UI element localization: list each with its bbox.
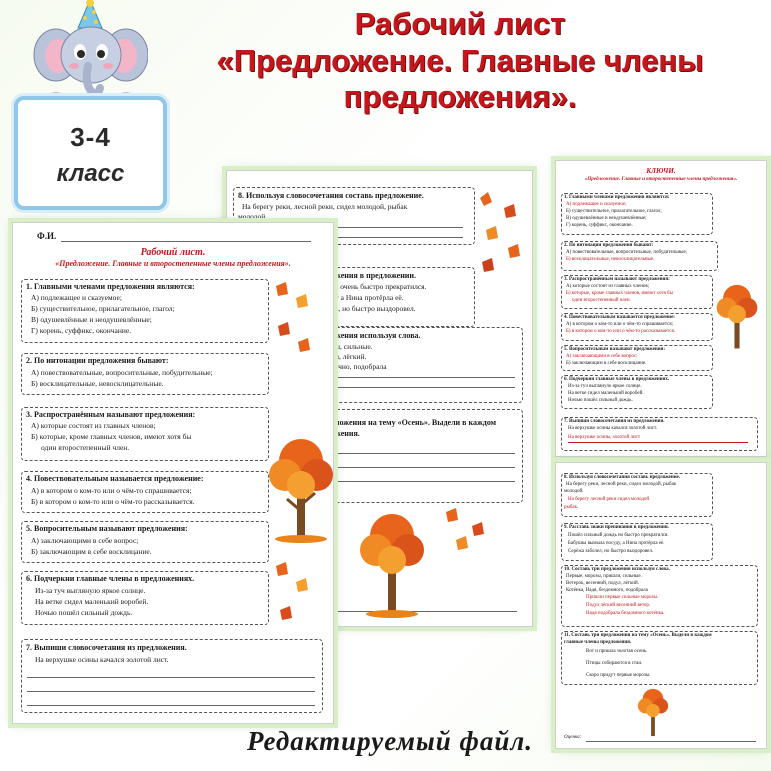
grade-label: класс <box>56 160 125 187</box>
key-q5-a: А) заключающими в себе вопрос; <box>566 354 638 359</box>
key-q10-a3: Надя подобрала бездомного котёнка. <box>586 611 665 616</box>
key-q7-sentence: На верхушке осины качался золотой лист. <box>568 426 658 431</box>
autumn-leaves-icon <box>268 280 318 360</box>
sheet-subheading: «Предложение. Главные и второстепенные члены предложения». <box>55 259 291 268</box>
key-q11-title: 11. Составь три предложения на тему «Осень». Выдели в каждом <box>564 633 712 638</box>
key-q1-d: Г) корень, суффикс, окончание. <box>566 223 633 228</box>
autumn-leaves-icon <box>470 188 530 278</box>
key-q5-b: Б) заключающим в себе восклицание. <box>566 361 647 366</box>
title-line-1: Рабочий лист <box>354 6 566 41</box>
grade-line <box>586 741 756 742</box>
q10-line-2: ы, сильные. <box>335 342 373 351</box>
key-q8-text1: На берегу реки, лесной реки, сидел молодой, рыбак <box>566 482 677 487</box>
q10-line-1: жения используя слова. <box>335 331 421 340</box>
answer-line <box>335 467 515 468</box>
answer-line <box>27 677 315 678</box>
key-q3-b: Б) которые, кроме главных членов, имеют хотя бы <box>566 291 673 296</box>
q6-title: 6. Подчеркни главные члены в предложениях. <box>26 574 195 583</box>
key-q11-a3: Скоро придут первые морозы. <box>586 673 651 678</box>
answer-line <box>335 377 515 378</box>
key-q8-answer1: На берегу лесной реки сидел молодой <box>568 497 650 502</box>
key-q10-w3: Котёнка, Надя, бездомного, подобрала <box>566 588 648 593</box>
page-title <box>160 6 760 116</box>
elephant-mascot-icon <box>18 0 148 110</box>
answer-line <box>568 442 748 443</box>
key-q3-a: А) которые состоят из главных членов; <box>566 284 650 289</box>
q6-sentence-3: Ночью пошёл сильный дождь. <box>35 608 133 617</box>
answer-line <box>335 453 515 454</box>
key-q11-a1: Вот и пришла золотая осень. <box>586 649 648 654</box>
name-line <box>61 241 311 242</box>
key-q6-s3: Ночью пошёл сильный дождь. <box>568 398 633 403</box>
key-q11-a2: Птицы собираются в стаи. <box>586 661 643 666</box>
key-q10-w1: Первые, морозы, пришли, сильные. <box>566 574 642 579</box>
key-q1-a: А) подлежащее и сказуемое; <box>566 202 627 207</box>
key-q6-s2: На ветке сидел маленький воробей. <box>568 391 644 396</box>
key-q9-s3: Серёжа заболел, но быстро выздоровел. <box>568 549 654 554</box>
key-q3-b-cont: один второстепенный член. <box>572 298 631 303</box>
q1-option-d: Г) корень, суффикс, окончание. <box>31 326 132 335</box>
q4-title: 4. Повествовательным называется предложение: <box>26 474 204 483</box>
autumn-tree-icon <box>265 433 334 543</box>
key-q10-w2: Ветерок, весенний, подул, лёгкий. <box>566 581 639 586</box>
q4-option-b: Б) в котором о ком-то или о чём-то рассказывается. <box>31 497 195 506</box>
q6-sentence-1: Из-за туч выглянуло яркое солнце. <box>35 586 146 595</box>
answer-line <box>27 691 315 692</box>
autumn-leaves-icon <box>438 506 498 556</box>
key-q8-answer2: рыбак. <box>564 505 579 510</box>
q11-line-2: жения. <box>335 429 360 438</box>
q5-title: 5. Вопросительным называют предложения: <box>26 524 188 533</box>
q3-option-b: Б) которые, кроме главных членов, имеют хотя бы <box>31 432 192 441</box>
key-q7-title: 7. Выпиши словосочетания из предложения. <box>564 419 665 424</box>
name-label: Ф.И. <box>37 231 57 241</box>
autumn-tree-icon <box>636 685 670 739</box>
key-q10-a2: Подул лёгкий весенний ветер. <box>586 603 651 608</box>
q5-option-a: А) заключающими в себе вопрос; <box>31 536 139 545</box>
q3-option-a: А) которые состоят из главных членов; <box>31 421 156 430</box>
key-q9-s1: Пошёл сильный дождь но быстро прекратился. <box>568 533 669 538</box>
key-q4-title: 4. Повествовательным называется предложение: <box>564 315 675 320</box>
grade-number: 3-4 <box>70 122 111 152</box>
key-q9-title: 9. Расставь знаки препинания в предложении. <box>564 525 669 530</box>
q7-sentence: На верхушке осины качался золотой лист. <box>35 655 169 664</box>
answer-line <box>27 705 315 706</box>
editable-file-caption: Редактируемый файл. <box>247 726 533 756</box>
q2-option-a: А) повествовательные, вопросительные, побудительные; <box>31 368 213 377</box>
q11-line-1: ложения на тему «Осень». Выдели в каждом <box>335 418 497 427</box>
answer-key-page-1-preview <box>555 160 767 457</box>
title-line-2: «Предложение. Главные члены <box>216 42 704 78</box>
q1-option-b: Б) существительное, прилагательное, глагол; <box>31 304 175 313</box>
key-subheading: «Предложение. Главные и второстепенные члены предложения». <box>584 176 738 182</box>
autumn-tree-icon <box>714 281 760 351</box>
q1-title: 1. Главными членами предложения являются: <box>26 282 195 291</box>
q3-title: 3. Распространённым называют предложения: <box>26 410 196 419</box>
key-q2-a: А) повествовательные, вопросительные, побудительные; <box>566 250 688 255</box>
q6-sentence-2: На ветке сидел маленький воробей. <box>35 597 149 606</box>
key-q1-b: Б) существительное, прилагательное, глагол; <box>566 209 662 214</box>
q1-option-c: В) одушевлённые и неодушевлённые; <box>31 315 152 324</box>
q3-option-b-cont: один второстепенный член. <box>41 443 130 452</box>
key-q2-b: Б) восклицательные, невосклицательные. <box>566 257 655 262</box>
q10-line-4: ечно, подобрала <box>335 362 387 371</box>
key-q6-title: 6. Подчеркни главные члены в предложениях. <box>564 377 670 382</box>
key-q5-title: 5. Вопросительным называют предложения: <box>564 347 666 352</box>
key-q10-a1: Пришли первые сильные морозы. <box>586 595 659 600</box>
title-line-3: предложения». <box>343 79 577 115</box>
q8-text-1: На берегу реки, лесной реки, сидел молодой, рыбак <box>242 202 408 211</box>
key-q8-title: 8. Используя словосочетания составь предложение. <box>564 475 681 480</box>
key-heading: КЛЮЧИ. <box>646 167 676 175</box>
q2-title: 2. По интонации предложения бывают: <box>26 356 169 365</box>
key-q4-a: А) в котором о ком-то или о чём-то спрашивается; <box>566 322 674 327</box>
q8-title: 8. Используя словосочетания составь предложение. <box>238 191 424 200</box>
q9-line-2: ь очень быстро прекратился. <box>335 282 427 291</box>
key-q10-title: 10. Составь три предложения используя слова. <box>564 567 670 572</box>
key-q7-answer: На верхушке осины, золотой лист <box>568 435 641 440</box>
q10-line-3: н, лёгкий. <box>335 352 367 361</box>
key-q11-title2: главные члены предложения. <box>564 640 632 645</box>
key-q1-c: В) одушевлённые и неодушевлённые; <box>566 216 647 221</box>
key-q2-title: 2. По интонации предложения бывают: <box>564 243 654 248</box>
q1-option-a: А) подлежащее и сказуемое; <box>31 293 122 302</box>
grade-label: Оценка: <box>564 735 582 740</box>
autumn-tree-icon <box>352 508 432 618</box>
q5-option-b: Б) заключающим в себе восклицание. <box>31 547 152 556</box>
grade-badge <box>14 96 167 210</box>
sheet-heading: Рабочий лист. <box>140 247 206 258</box>
q9-line-3: у а Нина протёрла её. <box>335 293 404 302</box>
answer-line <box>335 481 515 482</box>
q2-option-b: Б) восклицательные, невосклицательные. <box>31 379 164 388</box>
key-q6-s1: Из-за туч выглянуло яркое солнце. <box>568 384 642 389</box>
key-q4-b: Б) в котором о ком-то или о чём-то рассказывается. <box>566 329 676 334</box>
q9-line-4: ь, но быстро выздоровел. <box>335 304 416 313</box>
q4-option-a: А) в котором о ком-то или о чём-то спрашивается; <box>31 486 192 495</box>
key-q3-title: 3. Распространённым называют предложения: <box>564 277 670 282</box>
key-q1-title: 1. Главными членами предложения являются: <box>564 195 670 200</box>
key-q8-text2: молодой. <box>564 489 584 494</box>
answer-line <box>335 387 515 388</box>
key-q9-s2: Бабушка вымыла посуду, а Нина протёрла её. <box>568 541 665 546</box>
q8-text-2: молодой. <box>238 212 268 221</box>
autumn-leaves-icon <box>268 560 318 640</box>
q7-title: 7. Выпиши словосочетания из предложения. <box>26 643 187 652</box>
q9-line-1: жения в предложении. <box>335 271 417 280</box>
answer-key-page-2-preview <box>555 462 767 749</box>
